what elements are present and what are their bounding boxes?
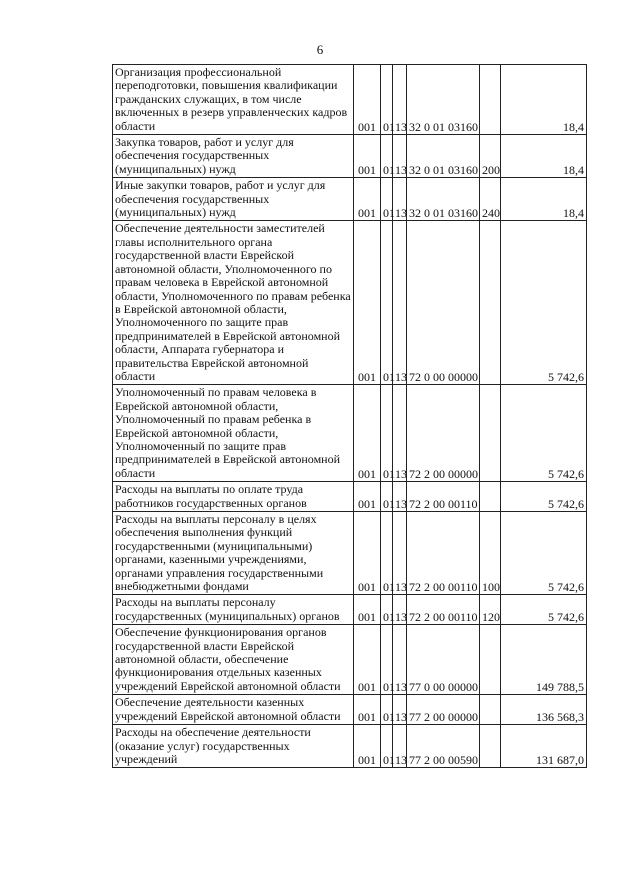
cell-ved: 001 — [354, 178, 381, 221]
cell-rz: 01 — [381, 178, 393, 221]
cell-pr: 13 — [393, 725, 407, 768]
cell-vr — [480, 221, 501, 385]
cell-csr: 72 0 00 00000 — [407, 221, 480, 385]
cell-vr — [480, 625, 501, 695]
cell-name: Обеспечение деятельности заместителей главы исполнительного органа государственной власти Еврейской автономной области, Уполномоченного по правам человека в Еврейской автономной области, Уполномоченного по правам ребенка в Еврейской автономной области, Уполномоченного по защите прав предпринимателей в Еврейской автономной области, Аппарата губернатора и правительства Еврейской автономной области — [113, 221, 354, 385]
cell-csr: 72 2 00 00110 — [407, 595, 480, 625]
cell-ved: 001 — [354, 221, 381, 385]
cell-csr: 32 0 01 03160 — [407, 178, 480, 221]
table-row — [113, 695, 587, 725]
cell-csr: 77 0 00 00000 — [407, 625, 480, 695]
cell-ved: 001 — [354, 65, 381, 135]
cell-rz: 01 — [381, 625, 393, 695]
cell-rz: 01 — [381, 221, 393, 385]
table-row — [113, 625, 587, 695]
cell-pr: 13 — [393, 178, 407, 221]
cell-rz: 01 — [381, 65, 393, 135]
cell-rz: 01 — [381, 695, 393, 725]
cell-sum: 5 742,6 — [501, 221, 587, 385]
cell-sum: 136 568,3 — [501, 695, 587, 725]
cell-pr: 13 — [393, 385, 407, 482]
cell-vr — [480, 385, 501, 482]
cell-pr: 13 — [393, 625, 407, 695]
cell-csr: 77 2 00 00000 — [407, 695, 480, 725]
cell-name: Расходы на выплаты персоналу в целях обеспечения выполнения функций государственными (муниципальными) органами, казенными учреждениями, органами управления государственными внебюджетными фондами — [113, 512, 354, 595]
cell-sum: 5 742,6 — [501, 595, 587, 625]
cell-vr: 100 — [480, 512, 501, 595]
table-row — [113, 178, 587, 221]
table-row — [113, 725, 587, 768]
table-row — [113, 595, 587, 625]
cell-ved: 001 — [354, 482, 381, 512]
cell-pr: 13 — [393, 221, 407, 385]
table-row — [113, 482, 587, 512]
table-row — [113, 512, 587, 595]
cell-pr: 13 — [393, 482, 407, 512]
cell-vr — [480, 725, 501, 768]
cell-ved: 001 — [354, 595, 381, 625]
cell-name: Обеспечение деятельности казенных учреждений Еврейской автономной области — [113, 695, 354, 725]
cell-name: Обеспечение функционирования органов государственной власти Еврейской автономной области, обеспечение функционирования отдельных казенных учреждений Еврейской автономной области — [113, 625, 354, 695]
cell-csr: 77 2 00 00590 — [407, 725, 480, 768]
cell-name: Расходы на обеспечение деятельности (оказание услуг) государственных учреждений — [113, 725, 354, 768]
table-row — [113, 385, 587, 482]
cell-pr: 13 — [393, 135, 407, 178]
cell-ved: 001 — [354, 695, 381, 725]
cell-rz: 01 — [381, 135, 393, 178]
cell-csr: 72 2 00 00110 — [407, 482, 480, 512]
cell-csr: 72 2 00 00000 — [407, 385, 480, 482]
cell-csr: 72 2 00 00110 — [407, 512, 480, 595]
cell-vr — [480, 695, 501, 725]
cell-csr: 32 0 01 03160 — [407, 135, 480, 178]
cell-pr: 13 — [393, 512, 407, 595]
cell-vr: 240 — [480, 178, 501, 221]
cell-rz: 01 — [381, 385, 393, 482]
cell-name: Организация профессиональной переподготовки, повышения квалификации гражданских служащих, в том числе включенных в резерв управленческих кадров области — [113, 65, 354, 135]
cell-vr — [480, 65, 501, 135]
cell-sum: 18,4 — [501, 65, 587, 135]
cell-name: Иные закупки товаров, работ и услуг для обеспечения государственных (муниципальных) нужд — [113, 178, 354, 221]
cell-ved: 001 — [354, 512, 381, 595]
cell-csr: 32 0 01 03160 — [407, 65, 480, 135]
page-number: 6 — [316, 42, 324, 57]
cell-sum: 5 742,6 — [501, 482, 587, 512]
budget-table-body — [113, 65, 587, 768]
cell-sum: 5 742,6 — [501, 512, 587, 595]
table-row — [113, 135, 587, 178]
cell-vr — [480, 482, 501, 512]
cell-vr: 200 — [480, 135, 501, 178]
cell-name: Расходы на выплаты по оплате труда работников государственных органов — [113, 482, 354, 512]
cell-ved: 001 — [354, 625, 381, 695]
cell-name: Уполномоченный по правам человека в Еврейской автономной области, Уполномоченный по правам ребенка в Еврейской автономной области, Уполномоченный по защите прав предпринимателей в Еврейской автономной области — [113, 385, 354, 482]
cell-name: Закупка товаров, работ и услуг для обеспечения государственных (муниципальных) нужд — [113, 135, 354, 178]
budget-table — [112, 64, 587, 768]
table-row — [113, 65, 587, 135]
cell-sum: 18,4 — [501, 135, 587, 178]
cell-sum: 131 687,0 — [501, 725, 587, 768]
cell-sum: 149 788,5 — [501, 625, 587, 695]
cell-ved: 001 — [354, 135, 381, 178]
cell-pr: 13 — [393, 65, 407, 135]
table-row — [113, 221, 587, 385]
cell-name: Расходы на выплаты персоналу государственных (муниципальных) органов — [113, 595, 354, 625]
cell-rz: 01 — [381, 725, 393, 768]
cell-pr: 13 — [393, 595, 407, 625]
cell-rz: 01 — [381, 482, 393, 512]
cell-pr: 13 — [393, 695, 407, 725]
cell-rz: 01 — [381, 512, 393, 595]
cell-rz: 01 — [381, 595, 393, 625]
cell-ved: 001 — [354, 385, 381, 482]
cell-sum: 5 742,6 — [501, 385, 587, 482]
cell-vr: 120 — [480, 595, 501, 625]
cell-sum: 18,4 — [501, 178, 587, 221]
cell-ved: 001 — [354, 725, 381, 768]
